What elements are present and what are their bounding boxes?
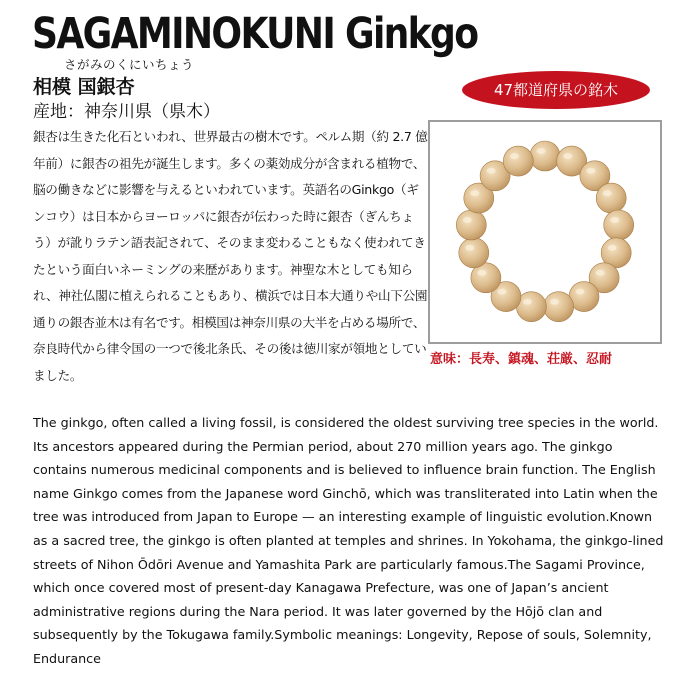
bead-highlight — [603, 190, 612, 196]
bead-highlight — [465, 245, 474, 251]
bead-highlight — [563, 153, 572, 159]
japanese-description: 銀杏は生きた化石といわれ、世界最古の樹木です。ペルム期（約 2.7 億年前）に銀杏の祖先が誕生します。多くの薬効成分が含まれる植物で、脳の働きなどに影響を与えるといわれています。英語名のGinkgo（ギンコウ）は日本からヨーロッパに銀杏が伝わった時に銀杏（ぎんちょう）が訛りラテン語表記されて、そのまま変わることもなく使われてきたという面白いネーミングの来歴があります。神聖な木としても知られ、神社仏閣に植えられることもあり、横浜では日本大通りや山下公園通りの銀杏並木は有名です。相模国は神奈川県の大半を占める場所で、奈良時代から律令国の一つで後北条氏、その後は徳川家が領地としていました。 — [33, 129, 428, 383]
page-title: SAGAMINOKUNI Ginkgo — [32, 9, 478, 59]
bead — [456, 210, 486, 240]
bead-highlight — [470, 190, 479, 196]
product-image-frame — [428, 120, 662, 344]
bead-highlight — [550, 299, 559, 305]
bead — [604, 210, 634, 240]
origin-label: 産地：神奈川県（県木） — [33, 102, 220, 122]
bead-highlight — [477, 270, 486, 276]
furigana-reading: さがみのくにいちょう — [64, 57, 195, 72]
bead-highlight — [523, 299, 532, 305]
bead — [596, 183, 626, 213]
kanji-name: 相模 国銀杏 — [33, 76, 135, 98]
bead-highlight — [463, 217, 472, 223]
bead-highlight — [510, 153, 519, 159]
bead — [544, 292, 574, 322]
wooden-bead-bracelet-icon — [430, 122, 660, 342]
english-description: The ginkgo, often called a living fossil, is considered the oldest surviving tree species in the world. Its ancestors appeared during the Permian period, about 270 million years ago. The ginkgo contains numerous medicinal components and is believed to influence brain function. The English name Ginkgo comes from the Japanese word Ginchō, which was transliterated into Latin when the tree was introduced from Japan to Europe — an interesting example of linguistic evolution.Known as a sacred tree, the ginkgo is often planted at temples and shrines. In Yokohama, the ginkgo-lined streets of Nihon Ōdōri Avenue and Yamashita Park are particularly famous.The Sagami Province, which once covered most of present-day Kanagawa Prefecture, was one of Japan’s ancient administrative regions during the Nara period. It was later governed by the Hōjō clan and subsequently by the Tokugawa family.Symbolic meanings: Longevity, Repose of souls, Solemnity, Endurance — [33, 415, 664, 666]
bead-highlight — [498, 289, 507, 295]
bead-highlight — [537, 148, 546, 154]
bead — [459, 238, 489, 268]
bead-highlight — [487, 168, 496, 174]
prefecture-wood-badge: 47都道府県の銘木 — [462, 71, 650, 109]
bead-highlight — [596, 270, 605, 276]
bead-highlight — [608, 245, 617, 251]
symbolic-meaning: 意味：長寿、鎮魂、荘厳、忍耐 — [430, 352, 613, 367]
bead — [503, 146, 533, 176]
bead-highlight — [610, 217, 619, 223]
bead-highlight — [576, 289, 585, 295]
bead — [530, 141, 560, 171]
bead-highlight — [586, 168, 595, 174]
